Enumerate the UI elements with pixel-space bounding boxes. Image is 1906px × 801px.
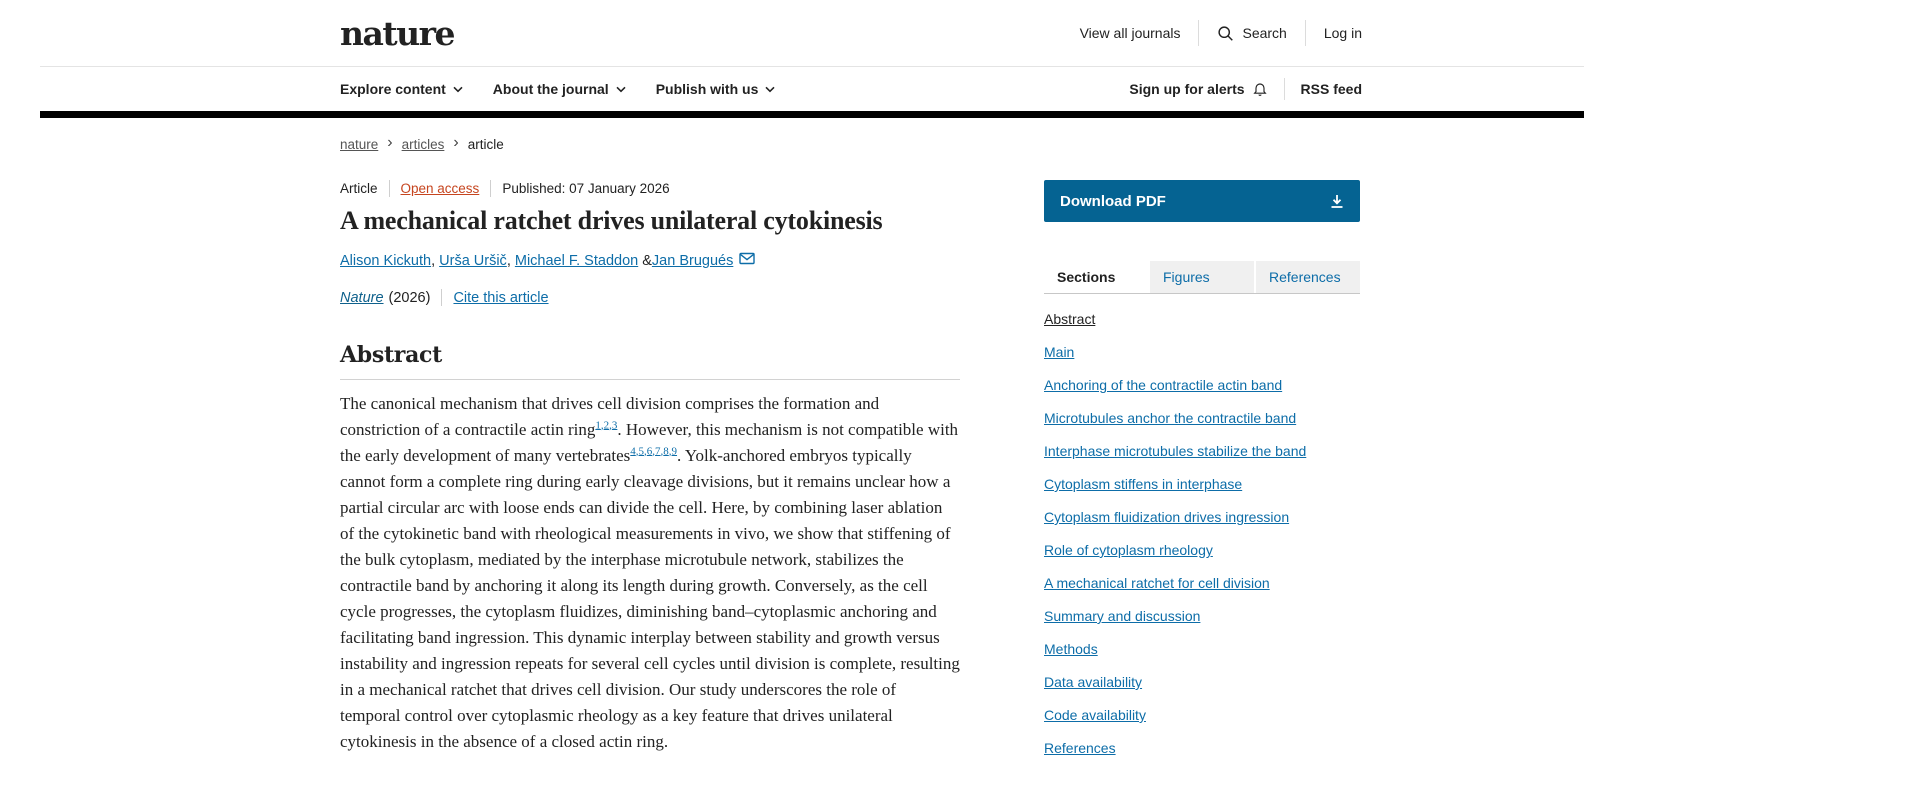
journal-name-link[interactable]: Nature bbox=[340, 289, 384, 306]
page-container bbox=[40, 0, 1584, 772]
sidebar-section-main[interactable]: Main bbox=[1044, 344, 1075, 360]
nav-item-explore-content[interactable] bbox=[340, 81, 463, 97]
reference-link-3[interactable]: 3 bbox=[611, 419, 618, 432]
nav-item-about-the-journal[interactable] bbox=[493, 81, 626, 97]
tab-references[interactable]: References bbox=[1254, 261, 1360, 293]
sidebar-section-cytoplasm-stiffens-in-interphase[interactable]: Cytoplasm stiffens in interphase bbox=[1044, 476, 1243, 492]
sign-up-for-alerts-link[interactable] bbox=[1129, 81, 1267, 97]
abstract-heading: Abstract bbox=[340, 342, 443, 368]
list-item bbox=[1044, 442, 1360, 461]
tab-sections[interactable]: Sections bbox=[1044, 261, 1148, 293]
article-sidebar bbox=[1044, 180, 1360, 772]
reference-link-8[interactable]: 8 bbox=[663, 445, 669, 458]
list-item bbox=[1044, 706, 1360, 725]
list-item bbox=[1044, 607, 1360, 626]
author-link-alison-kickuth[interactable]: Alison Kickuth bbox=[340, 253, 432, 269]
article-title: A mechanical ratchet drives unilateral cytokinesis bbox=[340, 206, 883, 235]
chevron-down-icon bbox=[453, 86, 463, 93]
reference-superscript: 4,5,6,7,8,9 bbox=[630, 445, 678, 458]
sidebar-section-role-of-cytoplasm-rheology[interactable]: Role of cytoplasm rheology bbox=[1044, 542, 1213, 558]
header-black-bar bbox=[40, 111, 1584, 118]
list-item bbox=[1044, 739, 1360, 758]
log-in-link[interactable]: Log in bbox=[1323, 25, 1362, 41]
search-button[interactable] bbox=[1217, 25, 1286, 42]
article-meta bbox=[340, 180, 960, 197]
open-access-link[interactable]: Open access bbox=[400, 181, 480, 196]
list-item bbox=[1044, 508, 1360, 527]
reference-superscript: 1,2,3 bbox=[595, 419, 618, 432]
alerts-label: Sign up for alerts bbox=[1129, 81, 1245, 97]
list-item bbox=[1044, 673, 1360, 692]
list-item bbox=[1044, 376, 1360, 395]
sidebar-section-methods[interactable]: Methods bbox=[1044, 641, 1098, 657]
sidebar-tabs bbox=[1044, 261, 1360, 294]
author-link-jan-brugu-s[interactable]: Jan Brugués bbox=[651, 253, 734, 269]
article-column bbox=[340, 180, 960, 755]
sidebar-section-microtubules-anchor-the-contractile-band[interactable]: Microtubules anchor the contractile band bbox=[1044, 410, 1297, 426]
sidebar-section-data-availability[interactable]: Data availability bbox=[1044, 674, 1143, 690]
abstract-divider bbox=[340, 379, 960, 380]
nav-item-label: Explore content bbox=[340, 81, 446, 97]
published-date: Published: 07 January 2026 bbox=[502, 181, 670, 196]
reference-link-6[interactable]: 6 bbox=[646, 445, 653, 458]
email-icon[interactable] bbox=[739, 252, 755, 265]
list-item bbox=[1044, 541, 1360, 560]
list-item bbox=[1044, 640, 1360, 659]
reference-link-9[interactable]: 9 bbox=[671, 445, 678, 458]
breadcrumb bbox=[340, 136, 1362, 152]
chevron-down-icon bbox=[765, 86, 775, 93]
authors-line: Alison Kickuth , Urša Uršič , Michael F. Staddon & Jan Brugués bbox=[340, 253, 960, 269]
sections-list bbox=[1044, 310, 1360, 758]
breadcrumb-link-nature[interactable]: nature bbox=[340, 136, 379, 152]
nav-item-publish-with-us[interactable] bbox=[656, 81, 776, 97]
chevron-down-icon bbox=[616, 86, 626, 93]
list-item bbox=[1044, 310, 1360, 329]
sidebar-section-code-availability[interactable]: Code availability bbox=[1044, 707, 1146, 723]
sidebar-section-cytoplasm-fluidization-drives-ingression[interactable]: Cytoplasm fluidization drives ingression bbox=[1044, 509, 1290, 525]
header-top bbox=[40, 0, 1584, 67]
chevron-right-icon: › bbox=[387, 134, 393, 151]
sidebar-section-summary-and-discussion[interactable]: Summary and discussion bbox=[1044, 608, 1201, 624]
cite-this-article-link[interactable]: Cite this article bbox=[453, 289, 549, 306]
divider bbox=[490, 180, 491, 197]
list-item bbox=[1044, 574, 1360, 593]
sidebar-section-a-mechanical-ratchet-for-cell-division[interactable]: A mechanical ratchet for cell division bbox=[1044, 575, 1270, 591]
search-icon bbox=[1217, 25, 1234, 42]
sidebar-section-anchoring-of-the-contractile-actin-band[interactable]: Anchoring of the contractile actin band bbox=[1044, 377, 1283, 393]
sidebar-section-abstract[interactable]: Abstract bbox=[1044, 311, 1096, 327]
bell-icon bbox=[1252, 81, 1268, 97]
download-pdf-button[interactable] bbox=[1044, 180, 1360, 222]
divider bbox=[441, 289, 442, 306]
divider bbox=[389, 180, 390, 197]
nav-menu bbox=[340, 81, 775, 97]
breadcrumb-link-articles[interactable]: articles bbox=[401, 136, 445, 152]
reference-link-2[interactable]: 2 bbox=[603, 419, 610, 432]
download-icon bbox=[1330, 194, 1344, 209]
tab-figures[interactable]: Figures bbox=[1148, 261, 1254, 293]
journal-year: (2026) bbox=[388, 289, 431, 306]
chevron-right-icon: › bbox=[453, 134, 459, 151]
nature-logo[interactable]: nature bbox=[340, 13, 454, 53]
sidebar-section-references[interactable]: References bbox=[1044, 740, 1116, 756]
rss-feed-link[interactable]: RSS feed bbox=[1300, 81, 1362, 97]
list-item bbox=[1044, 475, 1360, 494]
list-item bbox=[1044, 409, 1360, 428]
journal-citation-line bbox=[340, 289, 960, 306]
nav-item-label: Publish with us bbox=[655, 81, 759, 97]
abstract-text: The canonical mechanism that drives cell division comprises the formation and constriction of a contractile actin ring$^{1,2,3}$. However, this mechanism is not compatible with the early development of many vertebrates$^{4,5,6,7,8,9}$. Yolk-anchored embryos typically cannot form a complete ring during early cleavage divisions, but it remains unclear how a partial circular arc with loose ends can divide the cell. Here, by combining laser ablation of the cytokinetic band with rheological measurements in vivo, we show that stiffening of the bulk cytoplasm, mediated by the interphase microtubule network, stabilizes the contractile band by anchoring it along its length during growth. Conversely, as the cell cycle progresses, the cytoplasm fluidizes, diminishing band–cytoplasmic anchoring and facilitating band ingression. This dynamic interplay between stability and growth versus instability and ingression repeats for several cell cycles until division is complete, resulting in a mechanical ratchet that drives cell division. Our study underscores the role of temporal control over cytoplasmic rheology as a key feature that drives unilateral cytokinesis in the absence of a closed actin ring. bbox=[340, 394, 960, 751]
sidebar-section-interphase-microtubules-stabilize-the-band[interactable]: Interphase microtubules stabilize the band bbox=[1044, 443, 1307, 459]
reference-link-1[interactable]: 1 bbox=[595, 419, 601, 432]
download-pdf-label: Download PDF bbox=[1060, 192, 1166, 210]
search-label: Search bbox=[1242, 25, 1287, 41]
breadcrumb-current: article bbox=[467, 136, 504, 152]
divider bbox=[1198, 20, 1199, 46]
divider bbox=[1305, 20, 1306, 46]
author-link-michael-f-staddon[interactable]: Michael F. Staddon bbox=[514, 253, 639, 269]
view-all-journals-link[interactable]: View all journals bbox=[1079, 25, 1181, 41]
reference-link-5[interactable]: 5 bbox=[638, 445, 645, 458]
reference-link-4[interactable]: 4 bbox=[630, 445, 636, 458]
journal-nav bbox=[40, 67, 1584, 111]
divider bbox=[1284, 78, 1285, 100]
article-type-label: Article bbox=[340, 181, 378, 196]
list-item bbox=[1044, 343, 1360, 362]
author-link-ur-a-ur-i-[interactable]: Urša Uršič bbox=[439, 253, 507, 269]
reference-link-7[interactable]: 7 bbox=[655, 445, 661, 458]
nav-item-label: About the journal bbox=[492, 81, 609, 97]
